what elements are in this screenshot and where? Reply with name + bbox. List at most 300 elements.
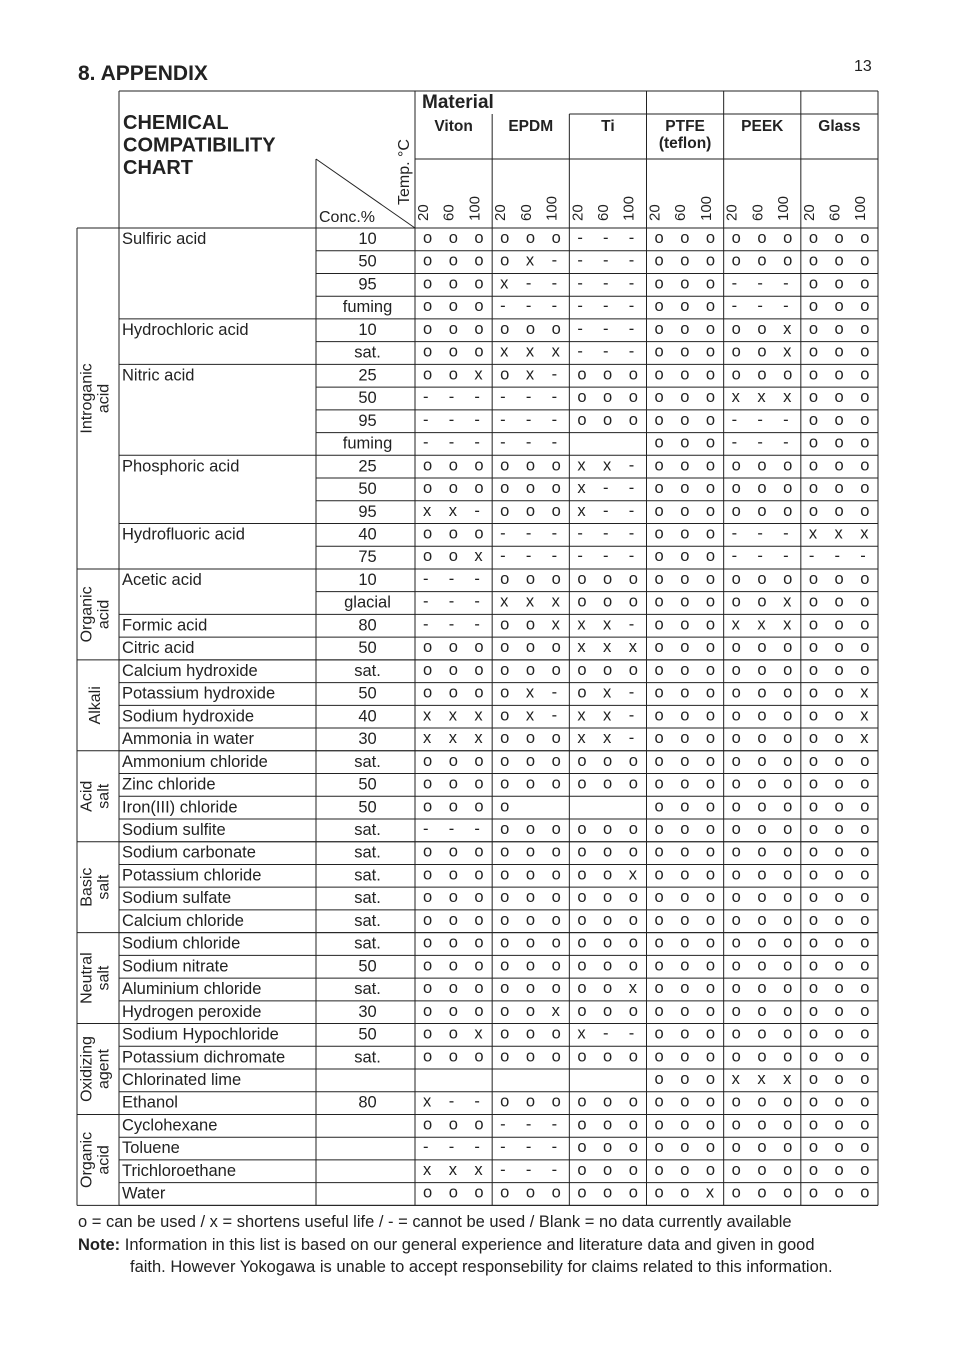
rating-symbol: o — [551, 1092, 561, 1111]
rating-symbol: o — [474, 842, 484, 861]
rating-symbol: o — [423, 274, 433, 293]
concentration: 75 — [358, 548, 377, 567]
rating-symbol: o — [500, 365, 510, 384]
rating-symbol: o — [783, 1115, 793, 1134]
rating-symbol: - — [603, 274, 609, 293]
rating-symbol: o — [551, 456, 561, 475]
rating-symbol: o — [628, 1092, 638, 1111]
group-label: Neutral — [78, 952, 96, 1004]
rating-symbol: o — [577, 956, 587, 975]
rating-symbol: o — [731, 933, 741, 952]
chemical-name: Chlorinated lime — [122, 1071, 242, 1090]
rating-symbol: x — [783, 388, 792, 407]
rating-symbol: o — [423, 342, 433, 361]
rating-symbol: o — [525, 865, 536, 884]
rating-symbol: x — [783, 615, 792, 634]
rating-symbol: o — [808, 979, 819, 998]
chemical-name: Hydrogen peroxide — [122, 1002, 262, 1021]
rating-symbol: o — [448, 1001, 458, 1020]
rating-symbol: o — [551, 865, 561, 884]
rating-symbol: o — [603, 365, 613, 384]
rating-symbol: o — [834, 865, 844, 884]
temperature-header: 20 — [415, 204, 432, 221]
rating-symbol: o — [808, 342, 819, 361]
rating-symbol: o — [448, 274, 458, 293]
rating-symbol: - — [628, 479, 635, 498]
rating-symbol: o — [680, 479, 690, 498]
rating-symbol: o — [680, 410, 690, 429]
rating-symbol: o — [448, 888, 458, 907]
rating-symbol: o — [860, 979, 870, 998]
group-label: Alkali — [87, 686, 105, 725]
rating-symbol: o — [757, 638, 767, 657]
rating-symbol: o — [500, 706, 510, 725]
rating-symbol: - — [603, 501, 609, 520]
rating-symbol: o — [474, 865, 484, 884]
rating-symbol: x — [603, 729, 612, 748]
rating-symbol: o — [757, 365, 767, 384]
rating-symbol: o — [757, 819, 767, 838]
rating-symbol: o — [731, 342, 741, 361]
group-label: salt — [95, 783, 113, 809]
chemical-name: Formic acid — [122, 616, 208, 635]
rating-symbol: o — [808, 274, 819, 293]
rating-symbol: o — [731, 1092, 741, 1111]
rating-symbol: - — [757, 547, 763, 566]
rating-symbol: o — [757, 1183, 767, 1202]
rating-symbol: - — [448, 569, 455, 588]
rating-symbol: x — [860, 524, 869, 543]
rating-symbol: o — [525, 842, 536, 861]
rating-symbol: o — [705, 592, 716, 611]
rating-symbol: o — [783, 1160, 793, 1179]
rating-symbol: - — [500, 297, 506, 316]
rating-symbol: o — [551, 501, 561, 520]
rating-symbol: o — [474, 751, 484, 770]
rating-symbol: - — [628, 251, 635, 270]
rating-symbol: o — [808, 251, 819, 270]
rating-symbol: o — [628, 1183, 638, 1202]
rating-symbol: o — [628, 888, 638, 907]
rating-symbol: o — [654, 842, 664, 861]
rating-symbol: - — [423, 819, 429, 838]
rating-symbol: o — [731, 865, 741, 884]
rating-symbol: o — [500, 479, 510, 498]
rating-symbol: - — [603, 342, 609, 361]
rating-symbol: o — [783, 1047, 793, 1066]
concentration: sat. — [354, 1048, 381, 1067]
rating-symbol: o — [860, 1115, 870, 1134]
rating-symbol: o — [834, 729, 844, 748]
rating-symbol: o — [551, 751, 561, 770]
rating-symbol: o — [525, 956, 536, 975]
rating-symbol: o — [834, 933, 844, 952]
concentration: 50 — [358, 798, 377, 817]
rating-symbol: - — [448, 615, 455, 634]
rating-symbol: o — [705, 842, 716, 861]
rating-symbol: o — [860, 342, 870, 361]
rating-symbol: x — [525, 342, 535, 361]
rating-symbol: o — [603, 1001, 613, 1020]
rating-symbol: o — [808, 479, 819, 498]
rating-symbol: o — [500, 683, 510, 702]
rating-symbol: o — [525, 660, 536, 679]
rating-symbol: x — [423, 501, 432, 520]
concentration: 50 — [358, 252, 377, 271]
concentration: sat. — [354, 980, 381, 999]
concentration: 40 — [358, 525, 377, 544]
rating-symbol: - — [551, 706, 558, 725]
rating-symbol: o — [654, 433, 664, 452]
rating-symbol: o — [654, 524, 664, 543]
rating-symbol: - — [525, 1160, 532, 1179]
rating-symbol: - — [577, 274, 583, 293]
rating-symbol: x — [551, 615, 560, 634]
concentration: 10 — [358, 570, 377, 589]
rating-symbol: o — [705, 774, 716, 793]
rating-symbol: x — [577, 1024, 586, 1043]
rating-symbol: x — [577, 501, 586, 520]
rating-symbol: o — [628, 774, 638, 793]
rating-symbol: o — [448, 1024, 458, 1043]
concentration: sat. — [354, 661, 381, 680]
rating-symbol: x — [500, 342, 509, 361]
rating-symbol: o — [680, 729, 690, 748]
rating-symbol: o — [860, 592, 870, 611]
rating-symbol: o — [603, 592, 613, 611]
temperature-header: 100 — [775, 195, 793, 221]
rating-symbol: x — [551, 342, 560, 361]
temperature-header: 100 — [852, 195, 870, 221]
rating-symbol: - — [474, 819, 480, 838]
rating-symbol: o — [705, 819, 716, 838]
rating-symbol: o — [705, 1047, 716, 1066]
rating-symbol: - — [551, 433, 558, 452]
rating-symbol: - — [577, 524, 583, 543]
rating-symbol: - — [525, 297, 532, 316]
rating-symbol: x — [603, 706, 612, 725]
material-name: PTFE — [665, 118, 705, 135]
rating-symbol: o — [603, 388, 613, 407]
rating-symbol: o — [474, 1001, 484, 1020]
rating-symbol: x — [474, 1024, 483, 1043]
chemical-name: Calcium chloride — [122, 911, 244, 930]
rating-symbol: - — [551, 1138, 558, 1157]
rating-symbol: o — [860, 660, 870, 679]
rating-symbol: o — [680, 274, 690, 293]
rating-symbol: o — [834, 1138, 844, 1157]
rating-symbol: o — [783, 774, 793, 793]
rating-symbol: o — [551, 1183, 561, 1202]
rating-symbol: o — [705, 956, 716, 975]
rating-symbol: o — [423, 524, 433, 543]
rating-symbol: o — [654, 865, 664, 884]
rating-symbol: o — [500, 501, 510, 520]
rating-symbol: o — [808, 388, 819, 407]
rating-symbol: o — [628, 751, 638, 770]
rating-symbol: o — [834, 479, 844, 498]
rating-symbol: o — [680, 797, 690, 816]
rating-symbol: o — [860, 1092, 870, 1111]
rating-symbol: o — [603, 910, 613, 929]
rating-symbol: o — [731, 774, 741, 793]
rating-symbol: - — [500, 433, 506, 452]
rating-symbol: o — [423, 365, 433, 384]
rating-symbol: o — [423, 229, 433, 247]
rating-symbol: o — [448, 342, 458, 361]
rating-symbol: o — [474, 979, 484, 998]
rating-symbol: o — [834, 797, 844, 816]
rating-symbol: - — [448, 1092, 455, 1111]
rating-symbol: o — [603, 1183, 613, 1202]
rating-symbol: o — [551, 910, 561, 929]
rating-symbol: - — [628, 729, 635, 748]
rating-symbol: o — [474, 888, 484, 907]
rating-symbol: o — [783, 1183, 793, 1202]
rating-symbol: o — [525, 229, 536, 247]
rating-symbol: o — [654, 660, 664, 679]
note-label: Note: — [78, 1235, 121, 1254]
concentration: 50 — [358, 957, 377, 976]
rating-symbol: o — [448, 547, 458, 566]
rating-symbol: o — [757, 1092, 767, 1111]
rating-symbol: o — [860, 456, 870, 475]
rating-symbol: o — [448, 229, 458, 247]
rating-symbol: o — [808, 365, 819, 384]
rating-symbol: o — [423, 842, 433, 861]
rating-symbol: - — [551, 365, 558, 384]
rating-symbol: o — [731, 479, 741, 498]
rating-symbol: - — [577, 297, 583, 316]
rating-symbol: o — [757, 774, 767, 793]
rating-symbol: - — [628, 229, 635, 247]
rating-symbol: o — [551, 819, 561, 838]
rating-symbol: o — [474, 456, 484, 475]
rating-symbol: o — [783, 683, 793, 702]
rating-symbol: o — [654, 388, 664, 407]
rating-symbol: o — [680, 365, 690, 384]
rating-symbol: o — [448, 660, 458, 679]
concentration: 30 — [358, 730, 377, 749]
rating-symbol: o — [705, 706, 716, 725]
rating-symbol: o — [680, 1115, 690, 1134]
rating-symbol: o — [448, 456, 458, 475]
chemical-name: Sodium nitrate — [122, 957, 229, 976]
chemical-name: Calcium hydroxide — [122, 661, 258, 680]
rating-symbol: o — [577, 751, 587, 770]
group-label: Oxidizing — [78, 1036, 96, 1102]
rating-symbol: - — [474, 1138, 480, 1157]
rating-symbol: o — [448, 319, 458, 338]
temperature-header: 60 — [595, 204, 613, 221]
rating-symbol: o — [603, 888, 613, 907]
rating-symbol: o — [860, 365, 870, 384]
rating-symbol: x — [577, 729, 586, 748]
concentration: 80 — [358, 616, 377, 635]
rating-symbol: o — [808, 638, 819, 657]
rating-symbol: o — [448, 910, 458, 929]
group-label: acid — [95, 383, 113, 414]
rating-symbol: o — [654, 1160, 664, 1179]
rating-symbol: o — [654, 1115, 664, 1134]
rating-symbol: o — [500, 797, 510, 816]
temperature-header: 100 — [620, 195, 638, 221]
rating-symbol: o — [423, 979, 433, 998]
rating-symbol: x — [474, 706, 483, 725]
rating-symbol: o — [705, 1092, 716, 1111]
rating-symbol: - — [731, 297, 738, 316]
group-label: Organic — [78, 1131, 96, 1188]
rating-symbol: o — [654, 274, 664, 293]
rating-symbol: o — [808, 888, 819, 907]
rating-symbol: o — [834, 842, 844, 861]
rating-symbol: o — [525, 1092, 536, 1111]
rating-symbol: o — [551, 729, 561, 748]
rating-symbol: o — [705, 729, 716, 748]
rating-symbol: o — [577, 1115, 587, 1134]
rating-symbol: o — [551, 569, 561, 588]
rating-symbol: o — [680, 592, 690, 611]
rating-symbol: o — [680, 569, 690, 588]
rating-symbol: - — [551, 1115, 558, 1134]
rating-symbol: o — [860, 569, 870, 588]
rating-symbol: o — [525, 1024, 536, 1043]
rating-symbol: o — [577, 1047, 587, 1066]
rating-symbol: o — [525, 1183, 536, 1202]
rating-symbol: o — [680, 751, 690, 770]
rating-symbol: - — [423, 569, 429, 588]
rating-symbol: o — [834, 501, 844, 520]
rating-symbol: - — [551, 388, 558, 407]
rating-symbol: o — [448, 842, 458, 861]
rating-symbol: o — [680, 456, 690, 475]
chemical-name: Toluene — [122, 1139, 180, 1158]
rating-symbol: o — [423, 933, 433, 952]
rating-symbol: x — [551, 1001, 560, 1020]
rating-symbol: o — [834, 819, 844, 838]
rating-symbol: o — [577, 1183, 587, 1202]
rating-symbol: o — [834, 660, 844, 679]
rating-symbol: o — [757, 751, 767, 770]
rating-symbol: o — [834, 365, 844, 384]
rating-symbol: o — [654, 1138, 664, 1157]
rating-symbol: o — [551, 319, 561, 338]
rating-symbol: o — [551, 933, 561, 952]
rating-symbol: o — [423, 797, 433, 816]
rating-symbol: - — [423, 433, 429, 452]
rating-symbol: o — [603, 1160, 613, 1179]
rating-symbol: o — [628, 910, 638, 929]
rating-symbol: o — [680, 888, 690, 907]
rating-symbol: o — [474, 910, 484, 929]
rating-symbol: o — [834, 774, 844, 793]
concentration: sat. — [354, 934, 381, 953]
rating-symbol: o — [783, 251, 793, 270]
rating-symbol: x — [603, 638, 612, 657]
rating-symbol: x — [423, 729, 432, 748]
legend-text: o = can be used / x = shortens useful life / - = cannot be used / Blank = no data currently available — [78, 1213, 792, 1231]
temperature-header: 60 — [440, 204, 458, 221]
rating-symbol: x — [628, 865, 637, 884]
rating-symbol: o — [783, 933, 793, 952]
rating-symbol: o — [603, 410, 613, 429]
concentration: 50 — [358, 480, 377, 499]
rating-symbol: o — [577, 865, 587, 884]
rating-symbol: o — [474, 1183, 484, 1202]
rating-symbol: o — [474, 274, 484, 293]
chemical-name: Potassium dichromate — [122, 1048, 286, 1067]
rating-symbol: o — [474, 1047, 484, 1066]
rating-symbol: o — [654, 592, 664, 611]
rating-symbol: o — [808, 1160, 819, 1179]
rating-symbol: o — [654, 797, 664, 816]
rating-symbol: - — [731, 274, 738, 293]
rating-symbol: o — [654, 888, 664, 907]
rating-symbol: o — [834, 274, 844, 293]
rating-symbol: o — [757, 342, 767, 361]
rating-symbol: o — [808, 1001, 819, 1020]
rating-symbol: o — [551, 842, 561, 861]
rating-symbol: - — [628, 706, 635, 725]
rating-symbol: - — [731, 547, 738, 566]
rating-symbol: o — [551, 979, 561, 998]
rating-symbol: o — [783, 910, 793, 929]
rating-symbol: o — [525, 888, 536, 907]
rating-symbol: o — [705, 1070, 716, 1089]
chemical-name: Nitric acid — [122, 366, 195, 385]
rating-symbol: o — [705, 297, 716, 316]
rating-symbol: o — [680, 342, 690, 361]
rating-symbol: - — [423, 615, 429, 634]
rating-symbol: o — [474, 660, 484, 679]
rating-symbol: o — [808, 433, 819, 452]
rating-symbol: o — [680, 933, 690, 952]
rating-symbol: o — [808, 1047, 819, 1066]
rating-symbol: o — [603, 774, 613, 793]
rating-symbol: - — [783, 524, 789, 543]
rating-symbol: o — [860, 819, 870, 838]
rating-symbol: o — [834, 1047, 844, 1066]
rating-symbol: o — [448, 638, 458, 657]
rating-symbol: o — [654, 729, 664, 748]
rating-symbol: o — [500, 774, 510, 793]
rating-symbol: o — [757, 956, 767, 975]
rating-symbol: o — [808, 1070, 819, 1089]
concentration: 95 — [358, 411, 377, 430]
rating-symbol: - — [731, 433, 738, 452]
rating-symbol: x — [603, 683, 612, 702]
rating-symbol: o — [500, 956, 510, 975]
section-title: 8. APPENDIX — [78, 62, 208, 85]
rating-symbol: o — [654, 410, 664, 429]
rating-symbol: o — [654, 456, 664, 475]
rating-symbol: - — [628, 319, 635, 338]
rating-symbol: o — [628, 592, 638, 611]
rating-symbol: o — [500, 615, 510, 634]
rating-symbol: o — [680, 388, 690, 407]
rating-symbol: o — [834, 410, 844, 429]
rating-symbol: o — [860, 1183, 870, 1202]
rating-symbol: o — [500, 819, 510, 838]
rating-symbol: x — [525, 251, 535, 270]
rating-symbol: o — [808, 1024, 819, 1043]
rating-symbol: x — [731, 615, 740, 634]
rating-symbol: o — [423, 910, 433, 929]
chemical-name: Phosphoric acid — [122, 457, 240, 476]
rating-symbol: o — [757, 456, 767, 475]
group-label: acid — [95, 1145, 113, 1175]
rating-symbol: o — [705, 569, 716, 588]
